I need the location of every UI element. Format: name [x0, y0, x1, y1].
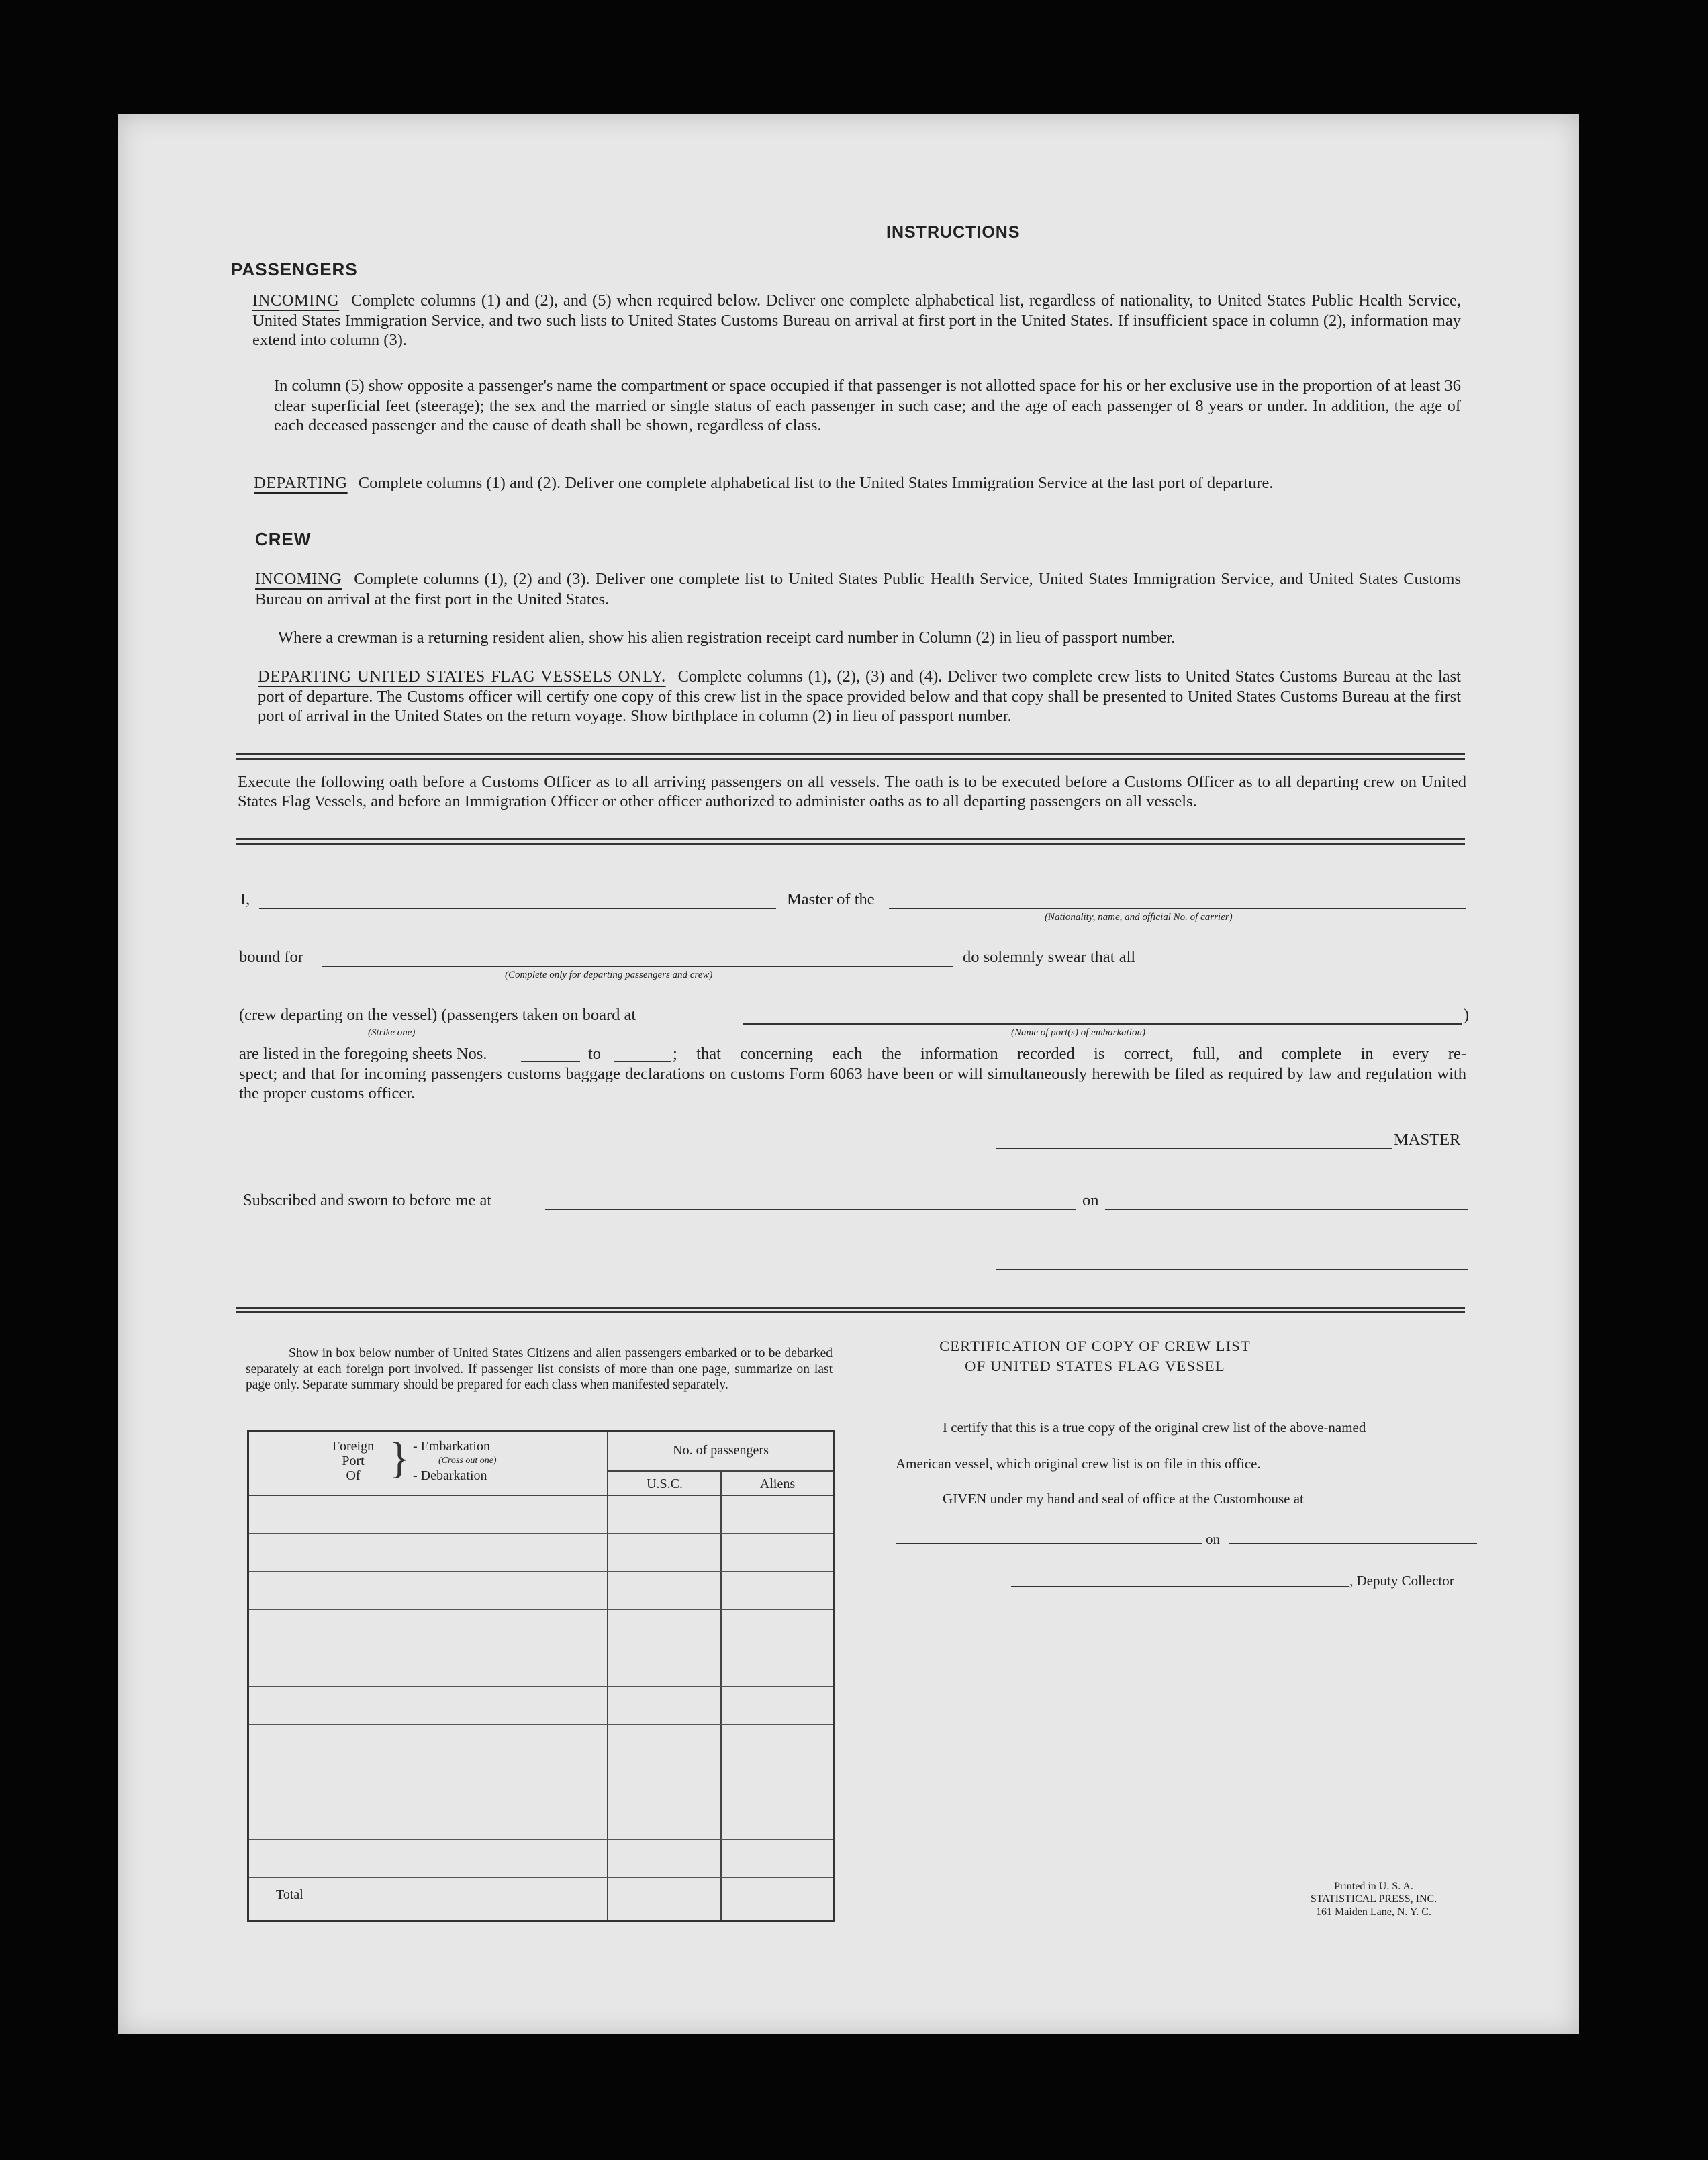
- passengers-column5-paragraph: In column (5) show opposite a passenger's name the compartment or space occupied if that passenger is not allotted space for his or her exclusive use in the proportion of at least 36 clear superficial feet (steerage); the sex and the married or single status of each passenger in such case; and the age of each passenger of 8 years or under. In addition, the age of each deceased passenger and the cause of death shall be shown, regardless of class.: [274, 377, 1461, 434]
- table-row[interactable]: [249, 1877, 833, 1878]
- master-label: MASTER: [1394, 1131, 1461, 1149]
- sworn-place-field[interactable]: [545, 1209, 1076, 1210]
- crew-incoming-paragraph: [255, 569, 1461, 609]
- given-text: GIVEN under my hand and seal of office at the Customhouse at: [943, 1491, 1304, 1507]
- deputy-signature-field[interactable]: [1011, 1586, 1349, 1587]
- nationality-hint: (Nationality, name, and official No. of carrier): [1045, 912, 1233, 923]
- total-label: Total: [276, 1887, 303, 1902]
- passengers-departing-paragraph: [254, 473, 1461, 494]
- sheet-to-field[interactable]: [614, 1061, 671, 1062]
- crew-departing-text: Complete columns (1), (2), (3) and (4). Deliver two complete crew lists to United States Customs Bureau at the last port of departure. The Customs officer will certify one copy of this crew list in the space provided below and that copy shall be presented to United States Customs Bureau at the first port of arrival in the United States on the return voyage. Show birthplace in column (2) in lieu of passport number.: [258, 667, 1461, 725]
- customhouse-field[interactable]: [896, 1543, 1202, 1544]
- passengers-departing-lead: DEPARTING: [254, 474, 348, 492]
- subscribed-label: Subscribed and sworn to before me at: [243, 1191, 492, 1209]
- strike-one-hint: (Strike one): [368, 1027, 416, 1038]
- listed-statement-2: spect; and that for incoming passengers customs baggage declarations on customs Form 6063 have been or will simultaneously herewith be filed as required by law and regulation with the proper customs officer.: [239, 1065, 1466, 1102]
- no-passengers-header: No. of passengers: [673, 1443, 769, 1458]
- master-name-field[interactable]: [259, 908, 776, 909]
- listed-statement-1: ; that concerning each the information recorded is correct, full, and complete in every re-: [673, 1045, 1466, 1063]
- crew-departing-label: (crew departing on the vessel) (passengers taken on board at: [239, 1006, 636, 1024]
- foreign-port-of-label: Foreign Port Of: [332, 1439, 375, 1483]
- oath-i-label: I,: [240, 890, 250, 908]
- printer-imprint: Printed in U. S. A. STATISTICAL PRESS, INC. 161 Maiden Lane, N. Y. C.: [1310, 1881, 1437, 1918]
- crew-incoming-lead: INCOMING: [255, 570, 342, 588]
- aliens-header: Aliens: [759, 1476, 796, 1491]
- crew-incoming-text: Complete columns (1), (2) and (3). Deliver one complete list to United States Public Health Service, United States Immigration Service, and United States Customs Bureau on arrival at the first port in the United States.: [255, 570, 1461, 608]
- swear-label: do solemnly swear that all: [963, 948, 1136, 966]
- table-row[interactable]: [249, 1686, 833, 1687]
- crew-departing-lead: DEPARTING UNITED STATES FLAG VESSELS ONLY.: [258, 667, 666, 686]
- master-of-label: Master of the: [787, 890, 875, 908]
- bound-hint: (Complete only for departing passengers and crew): [505, 970, 713, 980]
- listed-sheets-label: are listed in the foregoing sheets Nos.: [239, 1045, 487, 1063]
- listed-to-label: to: [588, 1045, 602, 1063]
- embark-debark-label: - Embarkation (Cross out one) - Debarkation: [413, 1439, 497, 1483]
- officer-signature-field[interactable]: [996, 1269, 1468, 1270]
- carrier-field[interactable]: [889, 908, 1466, 909]
- double-rule-2: [236, 838, 1465, 845]
- bound-for-label: bound for: [239, 948, 303, 966]
- passenger-summary-table: [247, 1430, 835, 1922]
- crew-departing-paragraph: [258, 667, 1461, 726]
- page-title: INSTRUCTIONS: [886, 223, 1021, 242]
- sworn-date-field[interactable]: [1105, 1209, 1468, 1210]
- crew-heading: CREW: [255, 529, 312, 549]
- certify-text: I certify that this is a true copy of the original crew list of the above-named: [943, 1419, 1366, 1436]
- bound-for-field[interactable]: [322, 966, 953, 967]
- cert-date-field[interactable]: [1229, 1543, 1477, 1544]
- certification-title: CERTIFICATION OF COPY OF CREW LIST OF UNITED STATES FLAG VESSEL: [939, 1337, 1251, 1374]
- sheet-from-field[interactable]: [521, 1061, 580, 1062]
- double-rule-1: [236, 753, 1465, 760]
- cert-on-label: on: [1206, 1531, 1220, 1547]
- close-paren: ): [1464, 1006, 1470, 1024]
- double-rule-3: [236, 1307, 1465, 1313]
- form-page: [118, 114, 1579, 2034]
- master-signature-field[interactable]: [996, 1148, 1392, 1149]
- table-row[interactable]: [249, 1724, 833, 1725]
- passengers-departing-text: Complete columns (1) and (2). Deliver one complete alphabetical list to the United States Immigration Service at the last port of departure.: [358, 474, 1274, 492]
- passengers-incoming-paragraph: [252, 291, 1461, 350]
- brace: }: [389, 1434, 410, 1483]
- crew-resident-paragraph: Where a crewman is a returning resident alien, show his alien registration receipt card number in Column (2) in lieu of passport number.: [278, 628, 1176, 647]
- passengers-heading: PASSENGERS: [231, 259, 358, 279]
- table-row[interactable]: [249, 1839, 833, 1840]
- sworn-on-label: on: [1082, 1191, 1099, 1209]
- passengers-incoming-text: Complete columns (1) and (2), and (5) when required below. Deliver one complete alphabetical list, regardless of nationality, to United States Public Health Service, United States Immigration Service, and two such lists to United States Customs Bureau on arrival at first port in the United States. If insufficient space in column (2), information may extend into column (3).: [252, 291, 1462, 349]
- embarkation-ports-field[interactable]: [743, 1023, 1462, 1025]
- usc-header: U.S.C.: [647, 1476, 683, 1491]
- table-row[interactable]: [249, 1609, 833, 1610]
- deputy-collector-label: , Deputy Collector: [1349, 1572, 1454, 1589]
- table-row[interactable]: [249, 1533, 833, 1534]
- ports-hint: (Name of port(s) of embarkation): [1011, 1027, 1145, 1038]
- passengers-incoming-lead: INCOMING: [252, 291, 340, 310]
- table-row[interactable]: [249, 1571, 833, 1572]
- oath-instruction: Execute the following oath before a Customs Officer as to all arriving passengers on all vessels. The oath is to be executed before a Customs Officer as to all departing crew on United States Flag Vessels, and before an Immigration Officer or other officer authorized to administer oaths as to all departing passengers on all vessels.: [238, 773, 1466, 810]
- american-vessel-text: American vessel, which original crew list is on file in this office.: [896, 1456, 1261, 1472]
- summary-note: Show in box below number of United States Citizens and alien passengers embarked or to be debarked separately at each foreign port involved. If passenger list consists of more than one page, summarize on last page only. Separate summary should be prepared for each class when manifested separately.: [246, 1346, 833, 1392]
